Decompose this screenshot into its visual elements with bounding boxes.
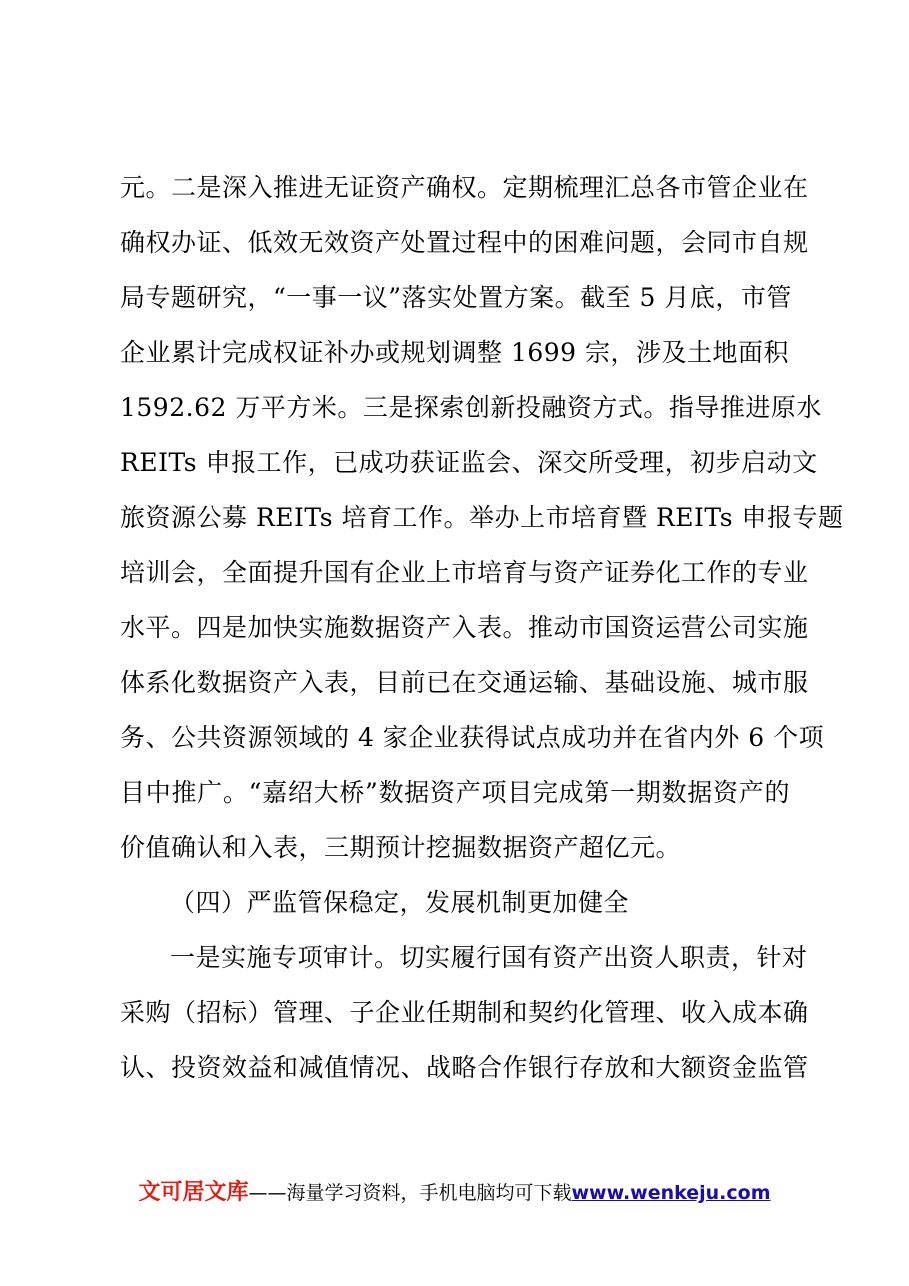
paragraph-line-2: 确权办证、低效无效资产处置过程中的困难问题，会同市自规 xyxy=(120,228,809,257)
paragraph-line-8: 培训会，全面提升国有企业上市培育与资产证券化工作的专业 xyxy=(120,558,809,587)
paragraph-line-3: 局专题研究，“一事一议”落实处置方案。截至 5 月底，市管 xyxy=(120,283,792,312)
footer-watermark xyxy=(0,1178,909,1208)
paragraph-line-1: 元。二是深入推进无证资产确权。定期梳理汇总各市管企业在 xyxy=(120,173,809,202)
paragraph-line-13: 价值确认和入表，三期预计挖掘数据资产超亿元。 xyxy=(120,833,682,862)
document-body xyxy=(120,160,844,1095)
paragraph-line-9: 水平。四是加快实施数据资产入表。推动市国资运营公司实施 xyxy=(120,613,809,642)
paragraph-line-6: REITs 申报工作，已成功获证监会、深交所受理，初步启动文 xyxy=(120,448,818,477)
paragraph-line-7: 旅资源公募 REITs 培育工作。举办上市培育暨 REITs 申报专题 xyxy=(120,503,844,532)
paragraph-line-4: 企业累计完成权证补办或规划调整 1699 宗，涉及土地面积 xyxy=(120,338,790,367)
paragraph-line-12: 目中推广。“嘉绍大桥”数据资产项目完成第一期数据资产的 xyxy=(120,778,790,807)
paragraph-line-17: 认、投资效益和减值情况、战略合作银行存放和大额资金监管 xyxy=(120,1053,809,1082)
paragraph-line-5: 1592.62 万平方米。三是探索创新投融资方式。指导推进原水 xyxy=(120,393,822,422)
paragraph-line-11: 务、公共资源领域的 4 家企业获得试点成功并在省内外 6 个项 xyxy=(120,723,825,752)
footer-brand: 文可居文库 xyxy=(138,1180,249,1205)
footer-url-link[interactable]: www.wenkeju.com xyxy=(571,1182,771,1204)
paragraph-line-15: 一是实施专项审计。切实履行国有资产出资人职责，针对 xyxy=(170,943,808,972)
paragraph-line-10: 体系化数据资产入表，目前已在交通运输、基础设施、城市服 xyxy=(120,668,809,697)
paragraph-line-16: 采购（招标）管理、子企业任期制和契约化管理、收入成本确 xyxy=(120,998,809,1027)
footer-dash: —— xyxy=(248,1182,287,1204)
footer-slogan: 海量学习资料，手机电脑均可下载 xyxy=(286,1182,572,1204)
section-heading: （四）严监管保稳定，发展机制更加健全 xyxy=(170,888,630,917)
